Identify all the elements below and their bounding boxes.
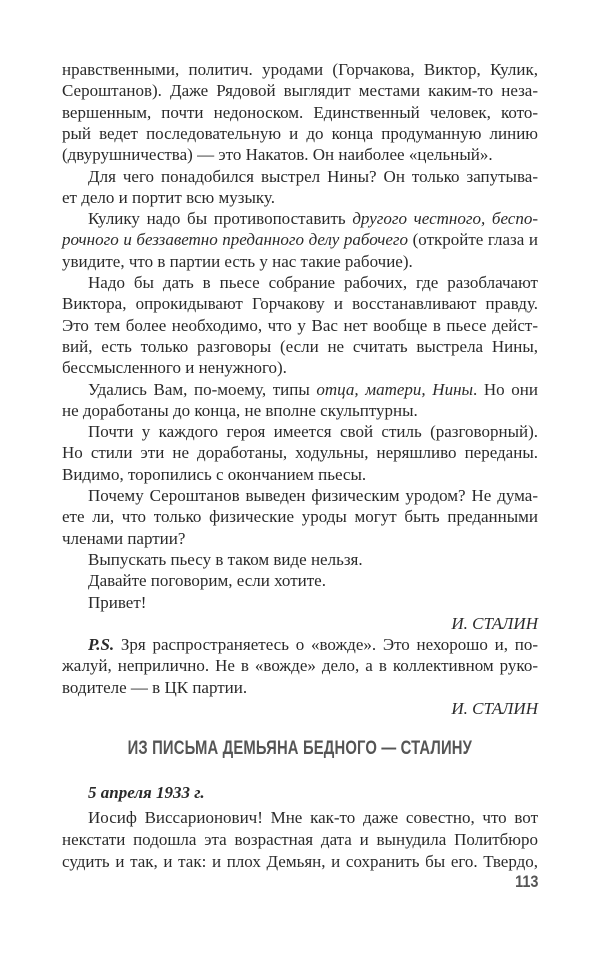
text-run: Давайте поговорим, если хотите. <box>88 571 326 590</box>
section-heading <box>0 738 600 760</box>
text-line <box>62 315 538 337</box>
text-line <box>62 187 538 209</box>
text-run: судить и так, и так: и плох Демьян, и сохранить бы его. Твердо, <box>62 852 538 871</box>
text-run: Зря распространяетесь о «вожде». Это нехорошо и, по- <box>114 635 538 654</box>
text-run: Удались Вам, по-моему, типы <box>88 380 317 399</box>
text-run: Кулику надо бы противопоставить <box>88 209 353 228</box>
section-heading-text: ИЗ ПИСЬМА ДЕМЬЯНА БЕДНОГО — СТАЛИНУ <box>127 738 473 759</box>
text-line <box>62 655 538 677</box>
text-run: ет дело и портит всю музыку. <box>62 188 275 207</box>
text-line <box>62 357 538 379</box>
italic-text: рочного и беззаветно преданного делу рабочего <box>62 230 409 249</box>
text-line <box>62 698 538 720</box>
text-run: Почти у каждого героя имеется свой стиль (разговорный). <box>88 422 538 441</box>
text-run: некстати подошла эта возрастная дата и вынудила Политбюро <box>62 830 538 849</box>
text-line <box>62 677 538 699</box>
text-run: (двурушничества) — это Накатов. Он наиболее «цельный». <box>62 145 493 164</box>
text-line <box>62 400 538 422</box>
text-run: рый ведет последовательную и до конца продуманную линию <box>62 124 538 143</box>
text-line <box>62 485 538 507</box>
text-run: не доработаны до конца, не вполне скульптурны. <box>62 401 418 420</box>
text-run: . Но они <box>473 380 538 399</box>
text-line <box>62 464 538 486</box>
text-run: Иосиф Виссарионович! Мне как-то даже совестно, что вот <box>88 808 538 827</box>
text-line <box>62 592 538 614</box>
text-line <box>62 506 538 528</box>
text-run: (откройте глаза и <box>408 230 538 249</box>
italic-text: другого честного, беспо- <box>352 209 538 228</box>
text-line <box>62 549 538 571</box>
text-line <box>62 272 538 294</box>
italic-text: отца, матери, Нины <box>316 380 474 399</box>
text-line <box>62 634 538 656</box>
text-line <box>62 528 538 550</box>
italic-text: И. СТАЛИН <box>451 614 538 633</box>
bold-italic-text: P.S. <box>88 635 115 654</box>
text-run: бессмысленного и ненужного). <box>62 358 287 377</box>
page-number: 113 <box>514 872 538 891</box>
text-run: Видимо, торопились с окончанием пьесы. <box>62 465 367 484</box>
text-run: членами партии? <box>62 529 186 548</box>
text-run: вершенным, почти недоноском. Единственный человек, кото- <box>62 103 538 122</box>
text-run: увидите, что в партии есть у нас такие рабочие). <box>62 252 413 271</box>
text-run: Для чего понадобился выстрел Нины? Он только запутыва- <box>88 167 538 186</box>
bold-italic-text: 5 апреля 1933 г. <box>88 783 205 802</box>
section-text-line <box>62 782 538 804</box>
text-line <box>62 293 538 315</box>
text-line <box>62 613 538 635</box>
text-line <box>62 570 538 592</box>
text-line <box>62 229 538 251</box>
text-run: вий, есть только разговоры (если не считать выстрела Нины, <box>62 337 538 356</box>
text-run: нравственными, политич. уродами (Горчакова, Виктор, Кулик, <box>62 60 538 79</box>
text-run: водителе — в ЦК партии. <box>62 678 248 697</box>
text-line <box>62 379 538 401</box>
text-run: Привет! <box>88 593 147 612</box>
text-line <box>62 442 538 464</box>
text-line <box>62 144 538 166</box>
section-text-line <box>62 851 538 873</box>
text-line <box>62 208 538 230</box>
text-run: Сероштанов). Даже Рядовой выглядит местами каким-то неза- <box>62 81 538 100</box>
text-line <box>62 59 538 81</box>
section-text-line <box>62 829 538 851</box>
text-run: Но стили эти не доработаны, ходульны, неряшливо переданы. <box>62 443 538 462</box>
text-line <box>62 123 538 145</box>
text-run: Выпускать пьесу в таком виде нельзя. <box>88 550 363 569</box>
text-line <box>62 251 538 273</box>
text-line <box>62 421 538 443</box>
text-run: Надо бы дать в пьесе собрание рабочих, где разоблачают <box>88 273 538 292</box>
text-line <box>62 166 538 188</box>
text-line <box>62 102 538 124</box>
italic-text: И. СТАЛИН <box>451 699 538 718</box>
text-run: Виктора, опрокидывают Горчакову и восстанавливают правду. <box>62 294 538 313</box>
text-run: Это тем более необходимо, что у Вас нет вообще в пьесе дейст- <box>62 316 538 335</box>
text-run: ете ли, что только физические уроды могут быть преданными <box>62 507 538 526</box>
text-run: Почему Сероштанов выведен физическим уродом? Не дума- <box>88 486 538 505</box>
text-run: жалуй, неприлично. Не в «вожде» дело, а в коллективном руко- <box>62 656 538 675</box>
section-text-line <box>62 807 538 829</box>
text-line <box>62 336 538 358</box>
text-line <box>62 80 538 102</box>
